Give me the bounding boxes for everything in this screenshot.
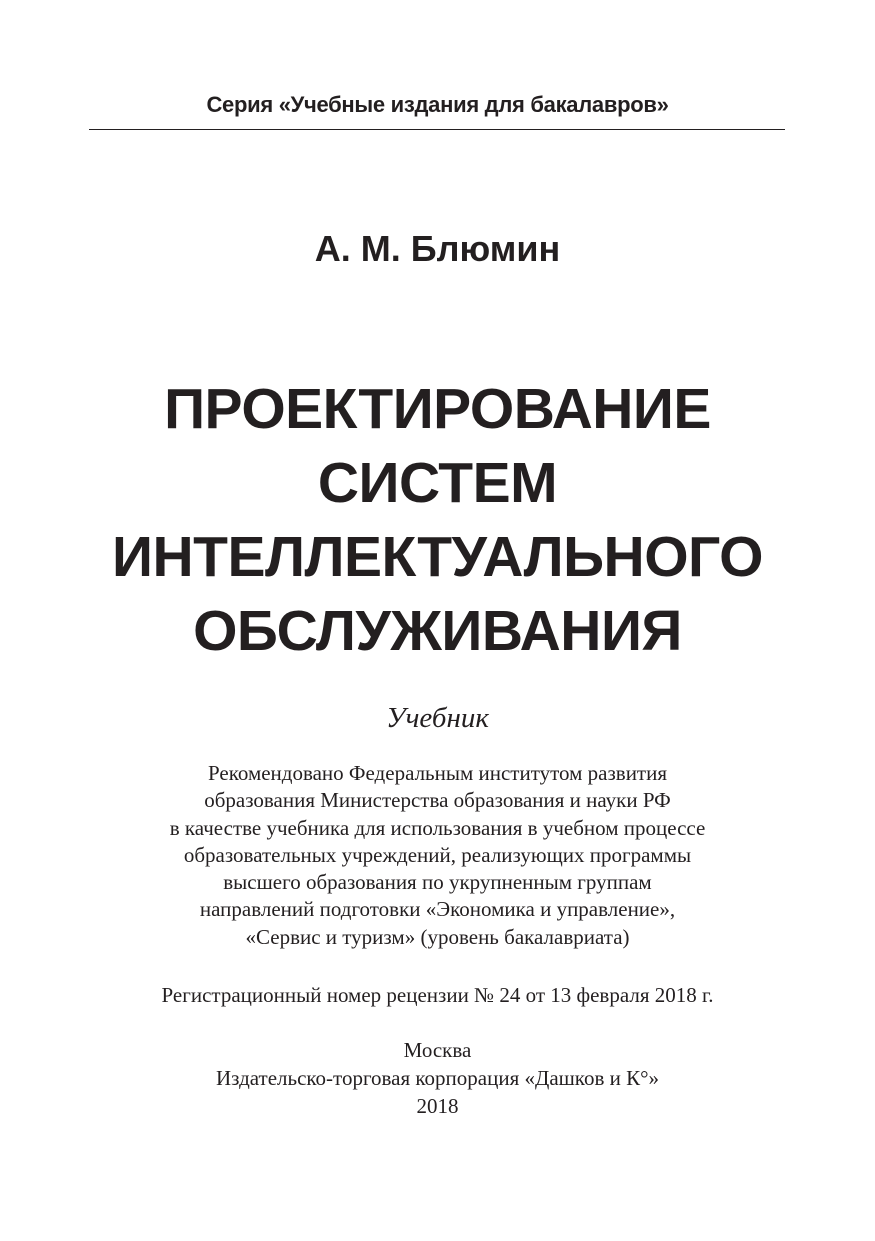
book-title-line: ИНТЕЛЛЕКТУАЛЬНОГО (112, 525, 763, 589)
header-rule (89, 129, 785, 130)
imprint-year: 2018 (416, 1094, 459, 1118)
recommendation-text (0, 760, 875, 951)
registration-number: Регистрационный номер рецензии № 24 от 13 февраля 2018 г. (161, 983, 714, 1007)
imprint-publisher: Издательско-торговая корпорация «Дашков и К°» (216, 1066, 659, 1090)
recommendation-line: в качестве учебника для использования в учебном процессе (169, 815, 706, 840)
book-genre: Учебник (386, 702, 489, 734)
recommendation-line: направлений подготовки «Экономика и управление», (199, 897, 676, 922)
series-name: Серия «Учебные издания для бакалавров» (206, 92, 669, 117)
recommendation-line: высшего образования по укрупненным группам (223, 870, 652, 895)
imprint-city: Москва (403, 1038, 472, 1062)
book-title (0, 372, 875, 668)
book-title-line: СИСТЕМ (317, 451, 558, 515)
recommendation-line: «Сервис и туризм» (уровень бакалавриата) (245, 924, 630, 949)
recommendation-line: образовательных учреждений, реализующих программы (183, 842, 692, 867)
author-name: А. М. Блюмин (314, 228, 561, 269)
book-title-line: ОБСЛУЖИВАНИЯ (193, 599, 682, 663)
imprint (0, 1036, 875, 1120)
recommendation-line: образования Министерства образования и науки РФ (204, 788, 671, 813)
book-title-line: ПРОЕКТИРОВАНИЕ (164, 377, 711, 441)
recommendation-line: Рекомендовано Федеральным институтом развития (207, 761, 668, 785)
